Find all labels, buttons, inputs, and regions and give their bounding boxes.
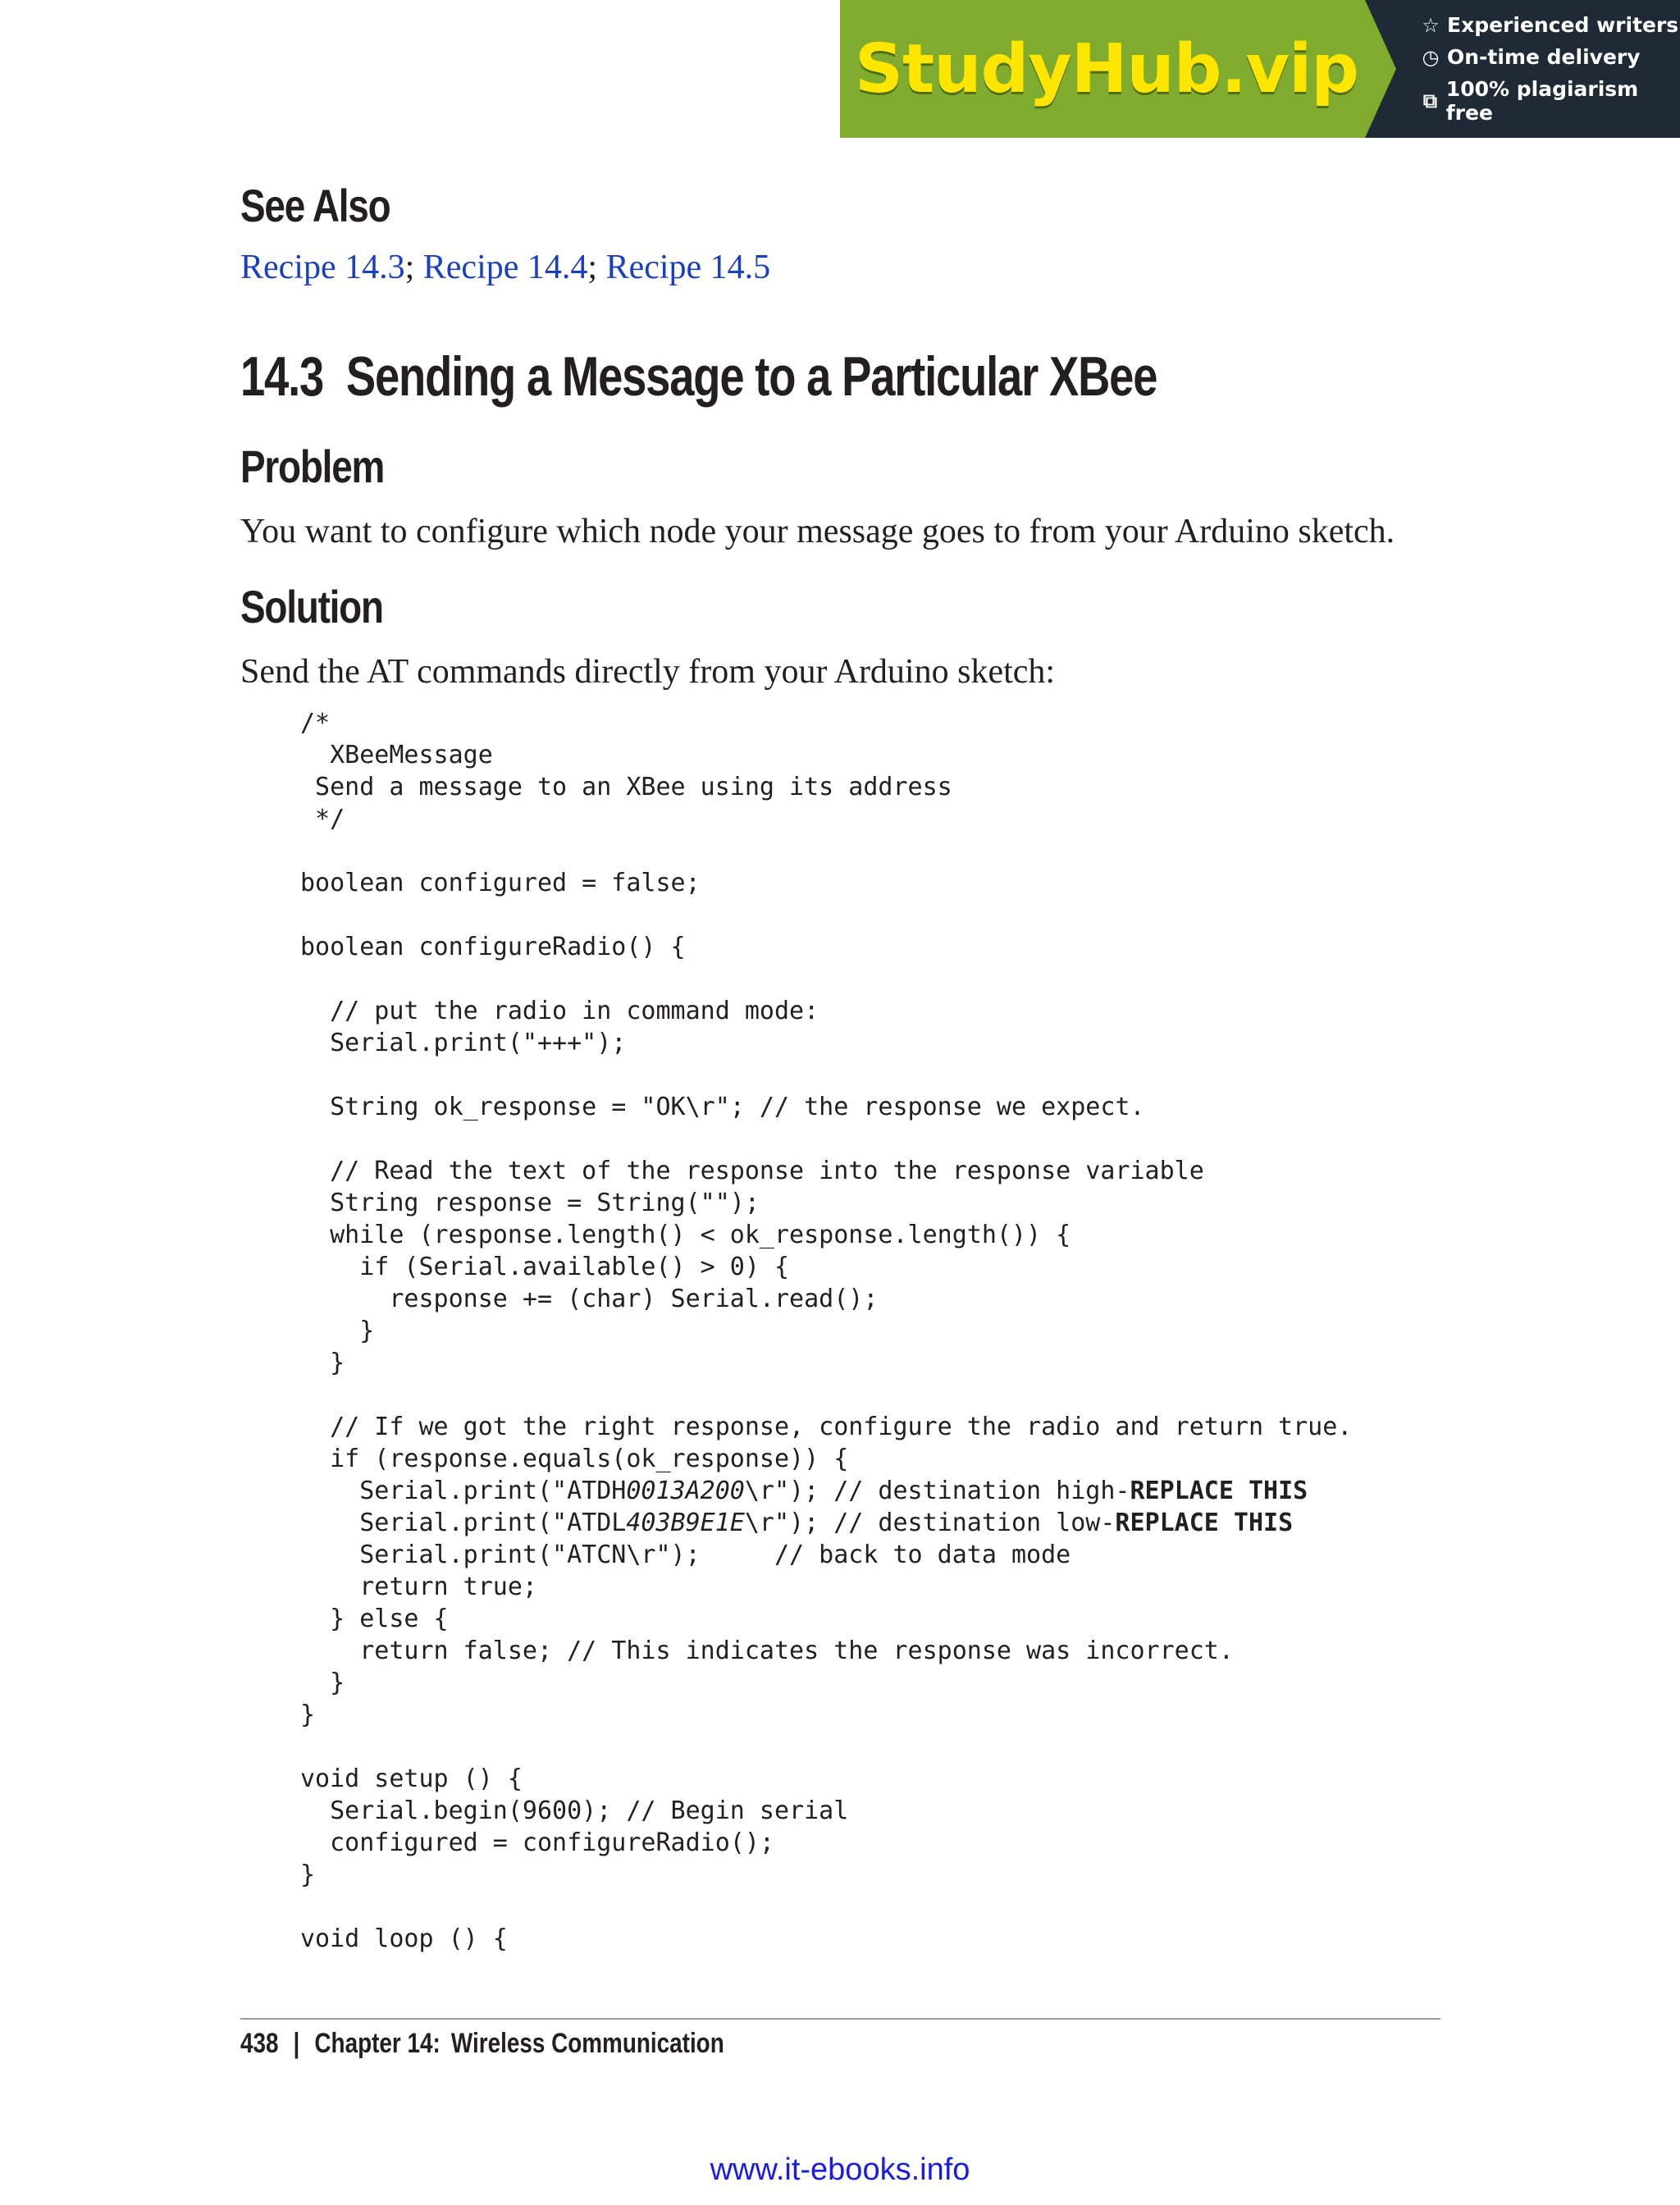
code-segment: Serial.print("ATDL (359, 1509, 627, 1537)
chapter-title: Wireless Communication (450, 2028, 724, 2059)
code-segment: \r"); // destination high- (744, 1477, 1130, 1505)
brand-logo[interactable]: StudyHub.vip (855, 30, 1358, 108)
watermark-link[interactable]: www.it-ebooks.info (710, 2152, 970, 2187)
code-replace-note: REPLACE THIS (1115, 1509, 1294, 1537)
chapter-label: Chapter 14: (314, 2028, 441, 2059)
ad-banner[interactable] (840, 0, 1680, 138)
recipe-title: 14.3 Sending a Message to a Particular XBee (240, 345, 1157, 408)
code-high-address: 0013A200 (626, 1477, 745, 1505)
footer-separator: | (293, 2028, 300, 2059)
solution-text: Send the AT commands directly from your Arduino sketch: (240, 653, 1056, 691)
link-recipe-14-5[interactable]: Recipe 14.5 (605, 249, 771, 286)
code-segment: /* XBeeMessage Send a message to an XBee using its address */ boolean configured = false; boolean configureRadio() { // put the radio in command mode: Serial.print("+++"); String ok_response = "OK\r"; // the response we expect. // Read the text of the response into the response variable String response = String(""); while (response.length() < ok_response.length()) { if (Serial.available() > 0) { response += (char) Serial.read(); } } // If we got the right response, configure the radio and return true. if (response.equals(ok_response)) { Serial.print("ATDH (300, 709, 1353, 1505)
link-separator: ; (587, 249, 606, 286)
page-number: 438 (240, 2028, 279, 2059)
solution-heading: Solution (240, 581, 383, 632)
feature-item (1421, 77, 1680, 125)
code-segment: Serial.print("ATCN\r"); // back to data mode return true; } else { return false; // This indicates the response was incorrect. } } void setup () { Serial.begin(9600); // Begin serial configured = configureRadio(); } void loop () { (300, 1541, 1234, 1953)
footer-rule (240, 2018, 1440, 2020)
problem-text: You want to configure which node your message goes to from your Arduino sketch. (240, 513, 1395, 550)
feature-label: On-time delivery (1447, 45, 1641, 69)
feature-item (1421, 13, 1680, 37)
code-low-address: 403B9E1E (626, 1509, 745, 1537)
brand-panel (840, 0, 1365, 138)
star-icon: ☆ (1422, 13, 1440, 37)
copy-icon: ⧉ (1422, 89, 1437, 112)
see-also-links (240, 248, 770, 287)
feature-item (1421, 45, 1680, 69)
see-also-heading: See Also (240, 180, 390, 231)
feature-label: 100% plagiarism free (1445, 77, 1639, 125)
feature-label: Experienced writers (1447, 13, 1679, 37)
clock-icon: ◷ (1422, 45, 1440, 69)
code-segment: \r"); // destination low- (744, 1509, 1116, 1537)
link-separator: ; (404, 249, 423, 286)
feature-list (1365, 0, 1680, 138)
page-footer (240, 2028, 724, 2060)
link-recipe-14-3[interactable]: Recipe 14.3 (240, 249, 405, 286)
link-recipe-14-4[interactable]: Recipe 14.4 (422, 249, 588, 286)
code-replace-note: REPLACE THIS (1130, 1477, 1308, 1505)
code-listing (300, 707, 1352, 1955)
problem-heading: Problem (240, 441, 385, 492)
